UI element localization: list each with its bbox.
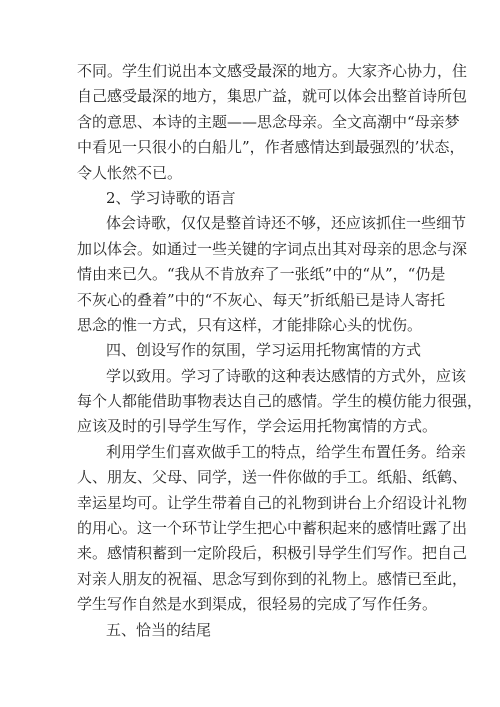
text-line: 思念的惟一方式，只有这样，才能排除心头的忧伤。 bbox=[77, 315, 423, 334]
text-line: 人、朋友、父母、同学，送一件你做的手工。纸船、纸鹤、 bbox=[77, 468, 468, 487]
text-line: 不同。学生们说出本文感受最深的地方。大家齐心协力，住 bbox=[77, 62, 468, 80]
text-line: 令人怅然不已。 bbox=[77, 163, 183, 182]
text-line: 对亲人朋友的祝福、思念写到你到的礼物上。感情已至此， bbox=[77, 569, 468, 588]
section-heading-ending: 五、恰当的结尾 bbox=[106, 620, 212, 639]
text-line: 加以体会。如通过一些关键的字词点出其对母亲的思念与深 bbox=[77, 239, 468, 258]
paragraph-start: 体会诗歌，仅仅是整首诗还不够，还应该抓住一些细节 bbox=[106, 214, 467, 233]
body-text bbox=[77, 59, 483, 643]
text-line: 不灰心的叠着”中的“不灰心、每天”折纸船已是诗人寄托 bbox=[77, 290, 446, 309]
text-line: 自己感受最深的地方，集思广益，就可以体会出整首诗所包 bbox=[77, 87, 468, 106]
text-line: 中看见一只很小的白船儿”，作者感情达到最强烈的’状态， bbox=[77, 138, 465, 157]
paragraph-start: 利用学生们喜欢做手工的特点，给学生布置任务。给亲 bbox=[106, 442, 467, 461]
section-heading-language: 2、学习诗歌的语言 bbox=[106, 188, 236, 207]
paragraph-start: 学以致用。学习了诗歌的这种表达感情的方式外，应该 bbox=[106, 366, 467, 385]
text-line: 来。感情积蓄到一定阶段后，积极引导学生们写作。把自己 bbox=[77, 544, 468, 563]
section-heading-writing: 四、创设写作的氛围，学习运用托物寓情的方式 bbox=[106, 341, 422, 360]
text-line: 幸运星均可。让学生带着自己的礼物到讲台上介绍设计礼物 bbox=[77, 493, 468, 512]
text-line: 情由来已久。“我从不肯放弃了一张纸”中的“从”，“仍是 bbox=[77, 265, 446, 284]
text-line: 每个人都能借助事物表达自己的感情。学生的模仿能力很强， bbox=[77, 392, 483, 411]
text-line: 应该及时的引导学生写作，学会运用托物寓情的方式。 bbox=[77, 417, 438, 436]
text-line: 学生写作自然是水到渠成，很轻易的完成了写作任务。 bbox=[77, 595, 438, 614]
text-line: 的用心。这一个环节让学生把心中蓄积起来的感情吐露了出 bbox=[77, 519, 468, 538]
text-line: 含的意思、本诗的主题——思念母亲。全文高潮中“母亲梦 bbox=[77, 112, 460, 131]
